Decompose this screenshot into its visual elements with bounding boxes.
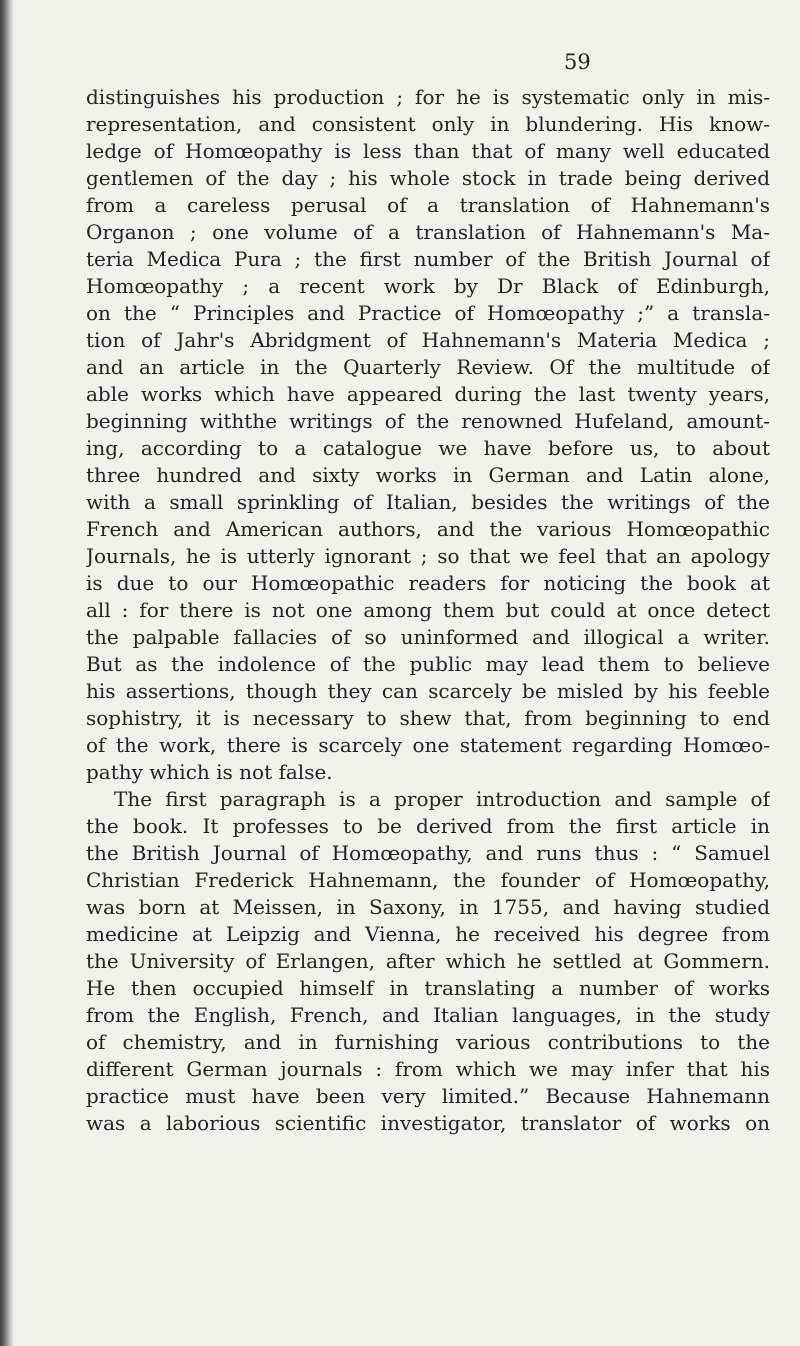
text-line: beginning withthe writings of the renowned Hufeland, amount- <box>86 409 770 433</box>
page-number: 59 <box>564 50 591 74</box>
paragraph-first-line: The first paragraph is a proper introduction and sample of <box>114 787 770 811</box>
text-line: sophistry, it is necessary to shew that, from beginning to end <box>86 706 770 730</box>
text-line: the book. It professes to be derived from the first article in <box>86 814 770 838</box>
body-text <box>86 84 770 1137</box>
text-line: Journals, he is utterly ignorant ; so that we feel that an apology <box>86 544 770 568</box>
text-line: Christian Frederick Hahnemann, the founder of Homœopathy, <box>86 868 770 892</box>
text-line: He then occupied himself in translating a number of works <box>86 976 770 1000</box>
text-line: and an article in the Quarterly Review. Of the multitude of <box>86 355 770 379</box>
text-line: medicine at Leipzig and Vienna, he received his degree from <box>86 922 770 946</box>
text-line: three hundred and sixty works in German and Latin alone, <box>86 463 770 487</box>
text-line: ing, according to a catalogue we have before us, to about <box>86 436 770 460</box>
text-line: But as the indolence of the public may lead them to believe <box>86 652 770 676</box>
text-line: all : for there is not one among them but could at once detect <box>86 598 770 622</box>
text-line: was a laborious scientific investigator, translator of works on <box>86 1111 770 1135</box>
text-line: the British Journal of Homœopathy, and runs thus : “ Samuel <box>86 841 770 865</box>
text-line: Homœopathy ; a recent work by Dr Black of Edinburgh, <box>86 274 770 298</box>
text-line: distinguishes his production ; for he is systematic only in mis- <box>86 85 770 109</box>
text-line: from a careless perusal of a translation of Hahnemann's <box>86 193 770 217</box>
text-line: on the “ Principles and Practice of Homœopathy ;” a transla- <box>86 301 770 325</box>
text-line: tion of Jahr's Abridgment of Hahnemann's Materia Medica ; <box>86 328 770 352</box>
text-line: French and American authors, and the various Homœopathic <box>86 517 770 541</box>
text-line: able works which have appeared during the last twenty years, <box>86 382 770 406</box>
text-line: practice must have been very limited.” Because Hahnemann <box>86 1084 770 1108</box>
text-line: ledge of Homœopathy is less than that of many well educated <box>86 139 770 163</box>
text-line: his assertions, though they can scarcely be misled by his feeble <box>86 679 770 703</box>
text-line: of the work, there is scarcely one statement regarding Homœo- <box>86 733 770 757</box>
text-line: the palpable fallacies of so uninformed and illogical a writer. <box>86 625 770 649</box>
text-line: gentlemen of the day ; his whole stock in trade being derived <box>86 166 770 190</box>
text-line: from the English, French, and Italian languages, in the study <box>86 1003 770 1027</box>
text-line: representation, and consistent only in blundering. His know- <box>86 112 770 136</box>
text-line: is due to our Homœopathic readers for noticing the book at <box>86 571 770 595</box>
text-line: teria Medica Pura ; the first number of the British Journal of <box>86 247 770 271</box>
text-line: with a small sprinkling of Italian, besides the writings of the <box>86 490 770 514</box>
text-line: Organon ; one volume of a translation of Hahnemann's Ma- <box>86 220 770 244</box>
text-line: was born at Meissen, in Saxony, in 1755, and having studied <box>86 895 770 919</box>
text-line: different German journals : from which we may infer that his <box>86 1057 770 1081</box>
text-line: of chemistry, and in furnishing various contributions to the <box>86 1030 770 1054</box>
paragraph-last-line: pathy which is not false. <box>86 760 333 784</box>
page-edge-shadow <box>0 0 14 1346</box>
text-line: the University of Erlangen, after which he settled at Gommern. <box>86 949 770 973</box>
